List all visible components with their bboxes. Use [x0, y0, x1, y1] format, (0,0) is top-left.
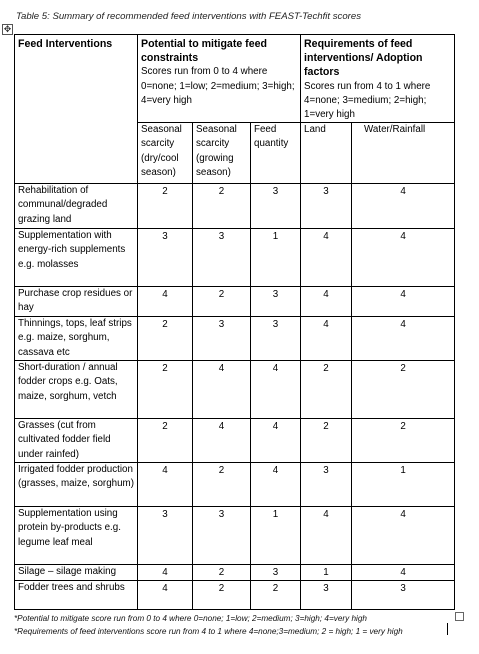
score-feed-quantity: 4 — [251, 361, 301, 419]
subheader-feed-quantity: Feed quantity — [251, 123, 301, 184]
score-dry-season: 2 — [138, 317, 193, 361]
table-row — [15, 361, 455, 419]
score-dry-season: 2 — [138, 184, 193, 229]
table-row — [15, 507, 455, 565]
score-dry-season: 2 — [138, 419, 193, 463]
row-intervention-name: Purchase crop residues or hay — [15, 287, 138, 317]
score-growing-season: 3 — [193, 317, 251, 361]
score-feed-quantity: 3 — [251, 317, 301, 361]
score-water: 1 — [352, 463, 455, 507]
feast-table — [14, 34, 455, 610]
row-intervention-name: Grasses (cut from cultivated fodder field under rainfed) — [15, 419, 138, 463]
score-feed-quantity: 4 — [251, 463, 301, 507]
score-land: 4 — [301, 287, 352, 317]
table-row — [15, 229, 455, 287]
score-growing-season: 2 — [193, 463, 251, 507]
header-potential — [138, 35, 301, 123]
row-intervention-name: Supplementation using protein by-products e.g. legume leaf meal — [15, 507, 138, 565]
score-growing-season: 2 — [193, 184, 251, 229]
score-dry-season: 2 — [138, 361, 193, 419]
subheader-land: Land — [301, 123, 352, 184]
score-water: 3 — [352, 581, 455, 610]
score-land: 4 — [301, 507, 352, 565]
score-feed-quantity: 1 — [251, 229, 301, 287]
footnote-potential: *Potential to mitigate score run from 0 to 4 where 0=none; 1=low; 2=medium; 3=high; 4=very high — [14, 614, 367, 623]
table-row — [15, 581, 455, 610]
score-water: 4 — [352, 565, 455, 581]
score-water: 4 — [352, 287, 455, 317]
table-row — [15, 565, 455, 581]
score-water: 2 — [352, 361, 455, 419]
row-intervention-name: Supplementation with energy-rich supplements e.g. molasses — [15, 229, 138, 287]
score-dry-season: 4 — [138, 565, 193, 581]
header-requirements-title: Requirements of feed interventions/ Adoption factors — [304, 38, 423, 79]
score-dry-season: 3 — [138, 507, 193, 565]
table-row — [15, 419, 455, 463]
row-intervention-name: Silage – silage making — [15, 565, 138, 581]
header-requirements-desc: Scores run from 4 to 1 where 4=none; 3=medium; 2=high; 1=very high — [304, 80, 431, 121]
row-intervention-name: Irrigated fodder production (grasses, maize, sorghum) — [15, 463, 138, 507]
table-resize-handle-icon[interactable] — [455, 612, 464, 621]
header-potential-title: Potential to mitigate feed constraints — [141, 38, 267, 65]
score-growing-season: 3 — [193, 507, 251, 565]
score-land: 2 — [301, 361, 352, 419]
table-row — [15, 287, 455, 317]
score-feed-quantity: 1 — [251, 507, 301, 565]
header-feed-interventions: Feed Interventions — [15, 35, 138, 184]
table-row — [15, 463, 455, 507]
header-row-main — [15, 35, 455, 123]
score-feed-quantity: 3 — [251, 565, 301, 581]
table-row — [15, 184, 455, 229]
score-water: 4 — [352, 317, 455, 361]
score-growing-season: 2 — [193, 581, 251, 610]
score-water: 4 — [352, 229, 455, 287]
subheader-dry-season: Seasonal scarcity (dry/cool season) — [138, 123, 193, 184]
row-intervention-name: Fodder trees and shrubs — [15, 581, 138, 610]
score-dry-season: 4 — [138, 581, 193, 610]
subheader-growing-season: Seasonal scarcity (growing season) — [193, 123, 251, 184]
text-cursor — [447, 623, 448, 635]
score-growing-season: 4 — [193, 361, 251, 419]
score-water: 4 — [352, 184, 455, 229]
score-dry-season: 3 — [138, 229, 193, 287]
score-growing-season: 2 — [193, 287, 251, 317]
subheader-water: Water/Rainfall — [352, 123, 455, 184]
header-requirements — [301, 35, 455, 123]
row-intervention-name: Rehabilitation of communal/degraded grazing land — [15, 184, 138, 229]
row-intervention-name: Short-duration / annual fodder crops e.g. Oats, maize, sorghum, vetch — [15, 361, 138, 419]
header-potential-desc: Scores run from 0 to 4 where 0=none; 1=low; 2=medium; 3=high; 4=very high — [141, 66, 295, 106]
footnote-requirements: *Requirements of feed interventions score run from 4 to 1 where 4=none;3=medium; 2 = high; 1 = very high — [14, 627, 403, 636]
row-intervention-name: Thinnings, tops, leaf strips e.g. maize, sorghum, cassava etc — [15, 317, 138, 361]
score-land: 3 — [301, 581, 352, 610]
score-growing-season: 3 — [193, 229, 251, 287]
score-water: 4 — [352, 507, 455, 565]
score-growing-season: 2 — [193, 565, 251, 581]
score-dry-season: 4 — [138, 463, 193, 507]
score-land: 3 — [301, 184, 352, 229]
score-land: 2 — [301, 419, 352, 463]
score-feed-quantity: 4 — [251, 419, 301, 463]
table-caption: Table 5: Summary of recommended feed interventions with FEAST-Techfit scores — [16, 11, 362, 22]
table-row — [15, 317, 455, 361]
score-water: 2 — [352, 419, 455, 463]
score-feed-quantity: 3 — [251, 184, 301, 229]
score-land: 3 — [301, 463, 352, 507]
score-land: 4 — [301, 317, 352, 361]
score-feed-quantity: 2 — [251, 581, 301, 610]
table-move-handle-icon[interactable]: ✥ — [3, 24, 12, 34]
score-feed-quantity: 3 — [251, 287, 301, 317]
score-land: 1 — [301, 565, 352, 581]
score-dry-season: 4 — [138, 287, 193, 317]
score-land: 4 — [301, 229, 352, 287]
score-growing-season: 4 — [193, 419, 251, 463]
